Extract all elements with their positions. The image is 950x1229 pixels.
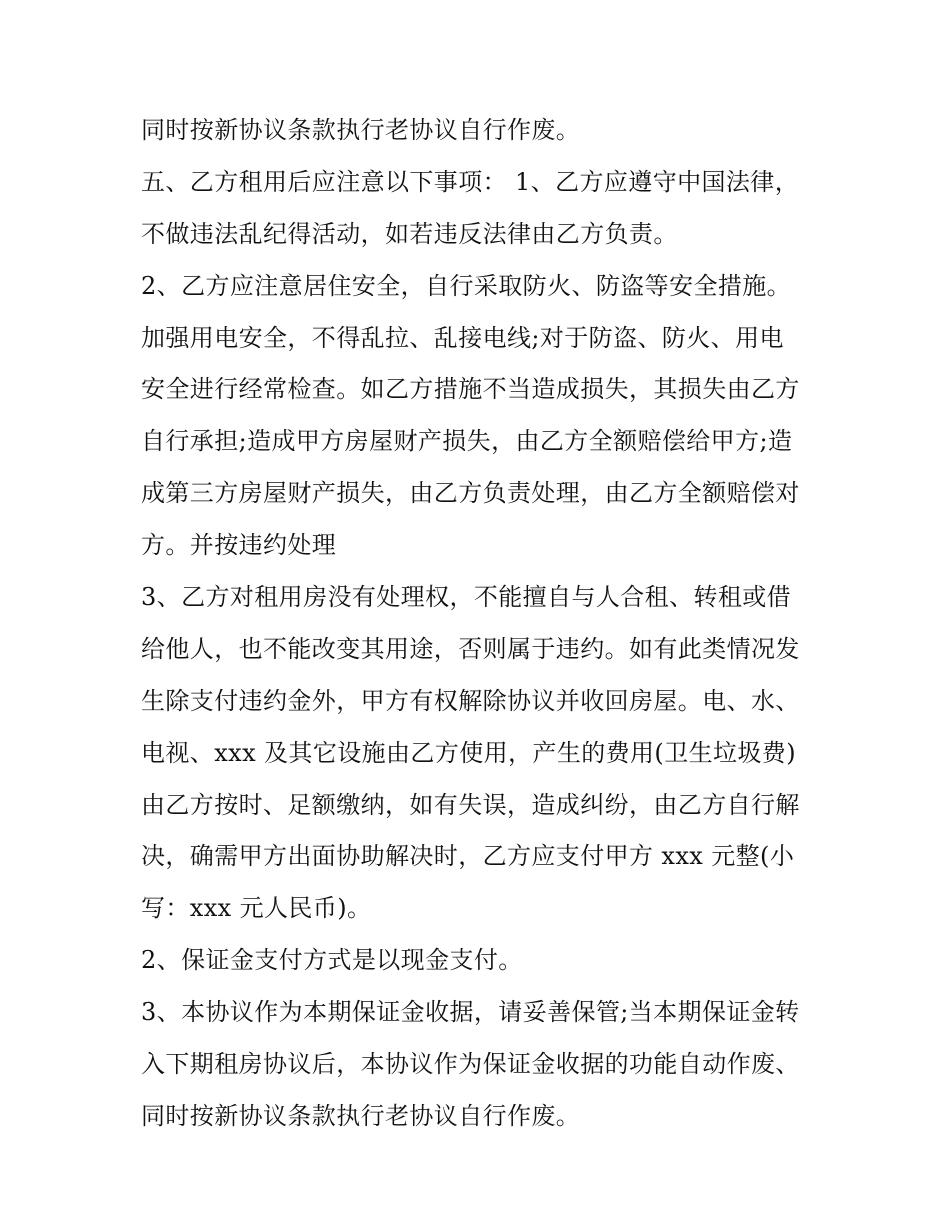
text-line: 不做违法乱纪得活动，如若违反法律由乙方负责。 xyxy=(141,219,678,248)
text-line: 2、保证金支付方式是以现金支付。 xyxy=(141,946,523,975)
text-line: 入下期租房协议后，本协议作为保证金收据的功能自动作废、 xyxy=(141,1050,800,1079)
text-line: 2、乙方应注意居住安全，自行采取防火、防盗等安全措施。 xyxy=(141,271,792,300)
text-line: 给他人，也不能改变其用途，否则属于违约。如有此类情况发 xyxy=(141,634,800,663)
text-line: 写：xxx 元人民币)。 xyxy=(141,894,372,923)
document-body xyxy=(141,105,821,1143)
text-line: 安全进行经常检查。如乙方措施不当造成损失，其损失由乙方 xyxy=(141,375,800,404)
text-line: 3、本协议作为本期保证金收据，请妥善保管;当本期保证金转 xyxy=(141,998,800,1027)
text-line: 自行承担;造成甲方房屋财产损失，由乙方全额赔偿给甲方;造 xyxy=(141,427,793,456)
text-line: 3、乙方对租用房没有处理权，不能擅自与人合租、转租或借 xyxy=(141,583,792,612)
text-line: 由乙方按时、足额缴纳，如有失误，造成纠纷，由乙方自行解 xyxy=(141,790,800,819)
text-line: 同时按新协议条款执行老协议自行作废。 xyxy=(141,116,581,144)
text-line: 五、乙方租用后应注意以下事项： 1、乙方应遵守中国法律， xyxy=(141,167,800,196)
text-line: 成第三方房屋财产损失，由乙方负责处理，由乙方全额赔偿对 xyxy=(141,479,800,508)
text-line: 同时按新协议条款执行老协议自行作废。 xyxy=(141,1101,581,1130)
text-line: 电视、xxx 及其它设施由乙方使用，产生的费用(卫生垃圾费) xyxy=(141,738,796,767)
text-line: 决，确需甲方出面协助解决时，乙方应支付甲方 xxx 元整(小 xyxy=(141,842,795,871)
text-line: 生除支付违约金外，甲方有权解除协议并收回房屋。电、水、 xyxy=(141,686,800,715)
text-line: 方。并按违约处理 xyxy=(141,531,337,560)
text-line: 加强用电安全，不得乱拉、乱接电线;对于防盗、防火、用电 xyxy=(141,323,784,352)
